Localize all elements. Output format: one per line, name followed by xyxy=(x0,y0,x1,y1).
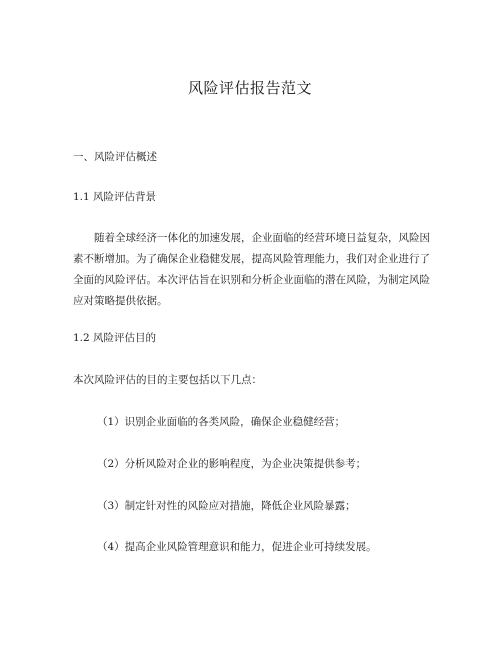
document-title: 风险评估报告范文 xyxy=(187,79,312,97)
purpose-item-4: （4）提高企业风险管理意识和能力，促进企业可持续发展。 xyxy=(97,541,377,553)
purpose-item-1: （1）识别企业面临的各类风险，确保企业稳健经营； xyxy=(97,416,346,428)
purpose-intro: 本次风险评估的目的主要包括以下几点： xyxy=(73,374,262,386)
purpose-item-2: （2）分析风险对企业的影响程度，为企业决策提供参考； xyxy=(97,458,367,470)
purpose-item-3: （3）制定针对性的风险应对措施，降低企业风险暴露； xyxy=(97,500,356,512)
subsection-heading-purpose: 1.2 风险评估目的 xyxy=(73,332,157,344)
subsection-heading-background: 1.1 风险评估背景 xyxy=(73,191,157,203)
background-paragraph: 随着全球经济一体化的加速发展，企业面临的经营环境日益复杂，风险因素不断增加。为了确保企业稳健发展，提高风险管理能力，我们对企业进行了全面的风险评估。本次评估旨在识别和分析企业面临的潜在风险，为制定风险应对策略提供依据。 xyxy=(73,232,430,307)
section-heading-overview: 一、风险评估概述 xyxy=(73,151,157,163)
